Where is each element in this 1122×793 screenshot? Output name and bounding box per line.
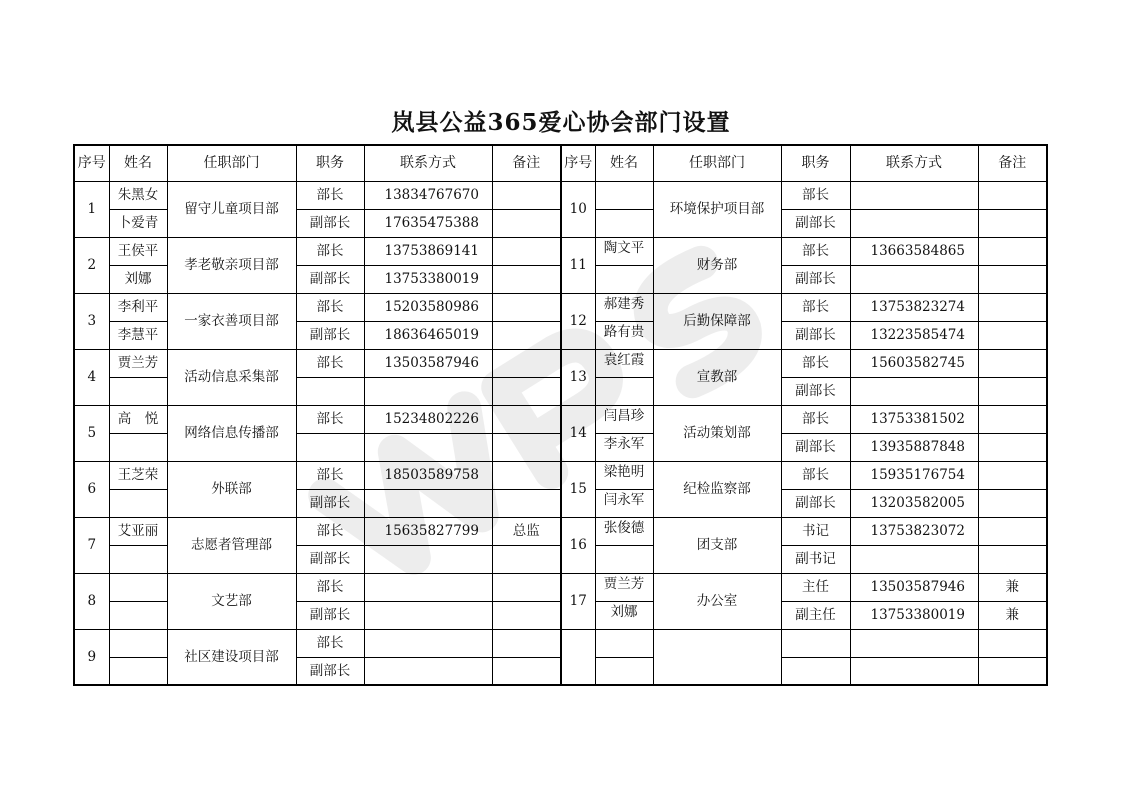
department-name: 网络信息传播部 xyxy=(167,405,296,461)
member-name xyxy=(109,489,167,517)
member-note xyxy=(492,349,561,377)
row-index: 2 xyxy=(74,237,109,293)
member-role: 副书记 xyxy=(781,545,850,573)
member-name xyxy=(109,657,167,685)
member-note xyxy=(492,433,561,461)
member-role: 部长 xyxy=(296,181,364,209)
department-name: 志愿者管理部 xyxy=(167,517,296,573)
member-note xyxy=(492,237,561,265)
department-name: 环境保护项目部 xyxy=(653,181,781,237)
member-phone: 13753869141 xyxy=(364,237,492,265)
department-name xyxy=(653,629,781,685)
member-name: 贾兰芳 xyxy=(109,349,167,377)
row-index: 12 xyxy=(561,293,595,349)
member-role: 部长 xyxy=(296,517,364,545)
department-name: 留守儿童项目部 xyxy=(167,181,296,237)
table-row xyxy=(74,405,1047,433)
table-row xyxy=(74,517,1047,545)
header-name-right: 姓名 xyxy=(595,145,653,181)
member-name: 闫昌珍 xyxy=(595,405,653,433)
member-role: 部长 xyxy=(296,461,364,489)
member-phone: 13663584865 xyxy=(850,237,978,265)
member-role: 主任 xyxy=(781,573,850,601)
member-phone: 13503587946 xyxy=(364,349,492,377)
member-name: 李永军 xyxy=(595,433,653,461)
member-note xyxy=(978,209,1047,237)
member-phone: 18503589758 xyxy=(364,461,492,489)
member-phone: 13935887848 xyxy=(850,433,978,461)
member-note xyxy=(978,545,1047,573)
member-role xyxy=(781,629,850,657)
member-name xyxy=(109,433,167,461)
header-role-left: 职务 xyxy=(296,145,364,181)
member-note xyxy=(978,657,1047,685)
member-phone: 15635827799 xyxy=(364,517,492,545)
member-note xyxy=(978,461,1047,489)
row-index xyxy=(561,629,595,685)
member-role xyxy=(296,377,364,405)
member-note xyxy=(492,181,561,209)
table-row xyxy=(74,461,1047,489)
member-name xyxy=(109,545,167,573)
row-index: 11 xyxy=(561,237,595,293)
member-note xyxy=(492,209,561,237)
table-row xyxy=(74,181,1047,209)
member-role: 部长 xyxy=(296,405,364,433)
member-name xyxy=(109,377,167,405)
member-role: 部长 xyxy=(296,237,364,265)
member-name: 刘娜 xyxy=(595,601,653,629)
member-name: 李利平 xyxy=(109,293,167,321)
member-role: 副主任 xyxy=(781,601,850,629)
member-phone: 13753380019 xyxy=(850,601,978,629)
member-name xyxy=(109,629,167,657)
member-phone: 13223585474 xyxy=(850,321,978,349)
member-phone: 17635475388 xyxy=(364,209,492,237)
member-role: 副部长 xyxy=(781,377,850,405)
member-phone xyxy=(364,545,492,573)
member-note xyxy=(978,349,1047,377)
department-name: 宣教部 xyxy=(653,349,781,405)
header-note-right: 备注 xyxy=(978,145,1047,181)
member-phone xyxy=(364,433,492,461)
member-note xyxy=(978,293,1047,321)
member-name: 王侯平 xyxy=(109,237,167,265)
header-dept-right: 任职部门 xyxy=(653,145,781,181)
member-role: 副部长 xyxy=(781,321,850,349)
header-note-left: 备注 xyxy=(492,145,561,181)
department-name: 财务部 xyxy=(653,237,781,293)
member-role: 副部长 xyxy=(781,433,850,461)
member-name: 贾兰芳 xyxy=(595,573,653,601)
member-name xyxy=(595,545,653,573)
member-name xyxy=(595,629,653,657)
member-note: 兼 xyxy=(978,601,1047,629)
member-note xyxy=(978,517,1047,545)
member-role: 副部长 xyxy=(781,265,850,293)
member-role: 部长 xyxy=(781,293,850,321)
member-phone: 13834767670 xyxy=(364,181,492,209)
department-name: 社区建设项目部 xyxy=(167,629,296,685)
member-name: 张俊德 xyxy=(595,517,653,545)
member-name xyxy=(595,181,653,209)
member-role: 副部长 xyxy=(781,209,850,237)
member-phone xyxy=(364,601,492,629)
member-note xyxy=(492,321,561,349)
member-phone: 13753381502 xyxy=(850,405,978,433)
member-role xyxy=(296,433,364,461)
member-role: 部长 xyxy=(296,573,364,601)
member-name xyxy=(595,209,653,237)
member-role xyxy=(781,657,850,685)
member-role: 副部长 xyxy=(296,601,364,629)
member-note xyxy=(978,237,1047,265)
table-row xyxy=(74,349,1047,377)
member-phone: 13503587946 xyxy=(850,573,978,601)
member-role: 部长 xyxy=(781,349,850,377)
member-note xyxy=(492,657,561,685)
member-note xyxy=(978,405,1047,433)
member-note xyxy=(492,461,561,489)
row-index: 13 xyxy=(561,349,595,405)
row-index: 9 xyxy=(74,629,109,685)
table-row xyxy=(74,573,1047,601)
member-name: 陶文平 xyxy=(595,237,653,265)
member-note xyxy=(492,293,561,321)
member-phone: 15603582745 xyxy=(850,349,978,377)
member-name: 梁艳明 xyxy=(595,461,653,489)
member-phone xyxy=(364,573,492,601)
department-name: 外联部 xyxy=(167,461,296,517)
row-index: 16 xyxy=(561,517,595,573)
table-header-row xyxy=(74,145,1047,181)
member-phone xyxy=(850,209,978,237)
row-index: 1 xyxy=(74,181,109,237)
member-note xyxy=(978,433,1047,461)
row-index: 4 xyxy=(74,349,109,405)
member-note xyxy=(492,405,561,433)
department-name: 孝老敬亲项目部 xyxy=(167,237,296,293)
member-phone: 15203580986 xyxy=(364,293,492,321)
member-name: 艾亚丽 xyxy=(109,517,167,545)
member-name xyxy=(109,573,167,601)
member-note xyxy=(978,321,1047,349)
table-row xyxy=(74,293,1047,321)
member-role: 副部长 xyxy=(781,489,850,517)
member-name: 刘娜 xyxy=(109,265,167,293)
member-note: 兼 xyxy=(978,573,1047,601)
member-note xyxy=(978,377,1047,405)
member-name: 高 悦 xyxy=(109,405,167,433)
member-name: 郝建秀 xyxy=(595,293,653,321)
member-note xyxy=(492,545,561,573)
header-index-left: 序号 xyxy=(74,145,109,181)
header-name-left: 姓名 xyxy=(109,145,167,181)
member-role: 书记 xyxy=(781,517,850,545)
member-note xyxy=(978,489,1047,517)
row-index: 14 xyxy=(561,405,595,461)
member-note xyxy=(978,629,1047,657)
member-note xyxy=(978,181,1047,209)
department-name: 办公室 xyxy=(653,573,781,629)
member-role: 副部长 xyxy=(296,209,364,237)
member-note xyxy=(492,265,561,293)
row-index: 3 xyxy=(74,293,109,349)
member-role: 部长 xyxy=(296,293,364,321)
table-row xyxy=(74,237,1047,265)
member-phone xyxy=(364,629,492,657)
department-name: 后勤保障部 xyxy=(653,293,781,349)
header-index-right: 序号 xyxy=(561,145,595,181)
member-phone: 13753823072 xyxy=(850,517,978,545)
member-name xyxy=(595,265,653,293)
row-index: 10 xyxy=(561,181,595,237)
department-table xyxy=(73,144,1048,686)
member-phone: 13753380019 xyxy=(364,265,492,293)
member-phone xyxy=(850,657,978,685)
member-name: 闫永军 xyxy=(595,489,653,517)
member-phone xyxy=(850,377,978,405)
member-role: 部长 xyxy=(781,181,850,209)
member-note xyxy=(492,629,561,657)
header-contact-right: 联系方式 xyxy=(850,145,978,181)
department-name: 团支部 xyxy=(653,517,781,573)
member-note xyxy=(492,377,561,405)
member-role: 副部长 xyxy=(296,489,364,517)
member-role: 副部长 xyxy=(296,321,364,349)
member-name: 朱黑女 xyxy=(109,181,167,209)
row-index: 17 xyxy=(561,573,595,629)
department-name: 纪检监察部 xyxy=(653,461,781,517)
member-phone xyxy=(850,181,978,209)
member-note xyxy=(492,489,561,517)
member-note: 总监 xyxy=(492,517,561,545)
member-role: 副部长 xyxy=(296,545,364,573)
member-phone xyxy=(850,545,978,573)
member-name: 路有贵 xyxy=(595,321,653,349)
department-name: 活动信息采集部 xyxy=(167,349,296,405)
member-phone: 15234802226 xyxy=(364,405,492,433)
header-role-right: 职务 xyxy=(781,145,850,181)
member-role: 副部长 xyxy=(296,265,364,293)
member-phone: 13753823274 xyxy=(850,293,978,321)
department-name: 活动策划部 xyxy=(653,405,781,461)
member-phone xyxy=(364,377,492,405)
member-name: 李慧平 xyxy=(109,321,167,349)
member-note xyxy=(978,265,1047,293)
member-phone xyxy=(364,657,492,685)
member-name xyxy=(109,601,167,629)
row-index: 15 xyxy=(561,461,595,517)
member-note xyxy=(492,573,561,601)
member-name xyxy=(595,377,653,405)
row-index: 7 xyxy=(74,517,109,573)
row-index: 5 xyxy=(74,405,109,461)
member-role: 部长 xyxy=(781,405,850,433)
row-index: 8 xyxy=(74,573,109,629)
member-name: 袁红霞 xyxy=(595,349,653,377)
header-contact-left: 联系方式 xyxy=(364,145,492,181)
member-name: 卜爱青 xyxy=(109,209,167,237)
member-phone: 18636465019 xyxy=(364,321,492,349)
member-name: 王芝荣 xyxy=(109,461,167,489)
header-dept-left: 任职部门 xyxy=(167,145,296,181)
member-name xyxy=(595,657,653,685)
member-role: 部长 xyxy=(296,629,364,657)
member-note xyxy=(492,601,561,629)
member-phone xyxy=(850,265,978,293)
department-name: 一家衣善项目部 xyxy=(167,293,296,349)
department-name: 文艺部 xyxy=(167,573,296,629)
row-index: 6 xyxy=(74,461,109,517)
member-role: 副部长 xyxy=(296,657,364,685)
table-row xyxy=(74,629,1047,657)
member-phone xyxy=(364,489,492,517)
member-role: 部长 xyxy=(781,237,850,265)
member-phone: 15935176754 xyxy=(850,461,978,489)
member-role: 部长 xyxy=(781,461,850,489)
member-phone: 13203582005 xyxy=(850,489,978,517)
member-phone xyxy=(850,629,978,657)
page-title: 岚县公益365爱心协会部门设置 xyxy=(391,109,731,136)
member-role: 部长 xyxy=(296,349,364,377)
